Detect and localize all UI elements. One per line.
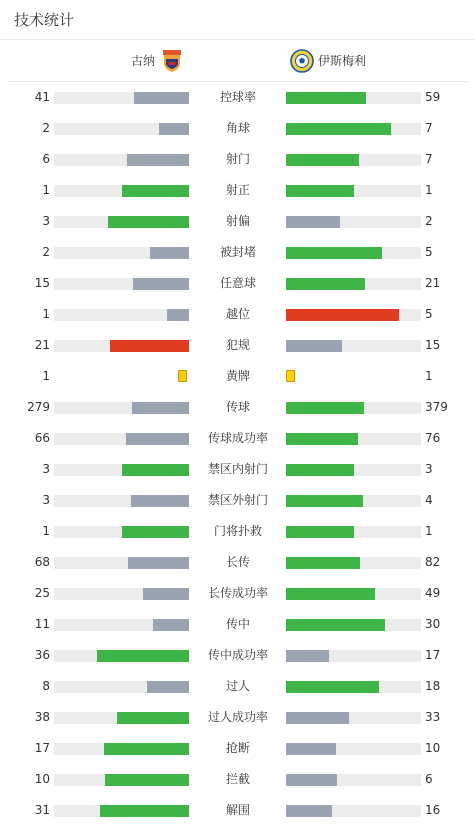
stat-row bbox=[0, 268, 475, 299]
home-team-name: 古纳 bbox=[130, 54, 155, 68]
away-stat-bar bbox=[286, 712, 421, 724]
away-stat-bar-fill bbox=[286, 185, 354, 197]
stat-row bbox=[0, 82, 475, 113]
away-stat-bar-fill bbox=[286, 650, 329, 662]
home-stat-bar bbox=[54, 247, 189, 259]
away-stat-value: 6 bbox=[425, 772, 433, 786]
home-stat-bar-fill bbox=[167, 309, 190, 321]
home-stat-bar bbox=[54, 557, 189, 569]
stat-row bbox=[0, 702, 475, 733]
home-stat-value: 38 bbox=[34, 710, 50, 724]
stat-row bbox=[0, 454, 475, 485]
stat-row bbox=[0, 144, 475, 175]
home-stat-bar bbox=[54, 185, 189, 197]
stat-row bbox=[0, 299, 475, 330]
home-stat-bar bbox=[54, 92, 189, 104]
stat-label: 射偏 bbox=[225, 214, 250, 228]
away-stat-bar bbox=[286, 650, 421, 662]
home-stat-bar bbox=[54, 712, 189, 724]
stat-label: 过人 bbox=[225, 679, 250, 693]
home-stat-value: 66 bbox=[34, 431, 50, 445]
away-stat-bar bbox=[286, 743, 421, 755]
home-stat-bar bbox=[54, 743, 189, 755]
stat-row bbox=[0, 330, 475, 361]
away-stat-bar-fill bbox=[286, 526, 354, 538]
home-stat-bar-fill bbox=[117, 712, 189, 724]
home-stat-bar bbox=[54, 309, 189, 321]
home-stat-value: 41 bbox=[34, 90, 50, 104]
stat-row bbox=[0, 485, 475, 516]
home-stat-bar bbox=[54, 433, 189, 445]
home-stat-bar-fill bbox=[122, 464, 190, 476]
home-stat-bar-fill bbox=[132, 402, 189, 414]
away-yellow-card-icon bbox=[286, 370, 295, 382]
home-stat-bar-fill bbox=[126, 433, 189, 445]
away-stat-bar bbox=[286, 154, 421, 166]
home-stat-bar bbox=[54, 402, 189, 414]
page-title: 技术统计 bbox=[14, 11, 75, 29]
away-stat-bar bbox=[286, 278, 421, 290]
away-stat-bar bbox=[286, 526, 421, 538]
stat-row bbox=[0, 547, 475, 578]
home-stat-value: 3 bbox=[42, 462, 50, 476]
stat-row bbox=[0, 361, 475, 392]
home-stat-bar bbox=[54, 216, 189, 228]
away-stat-bar-fill bbox=[286, 464, 354, 476]
away-stat-value: 1 bbox=[425, 369, 433, 383]
away-stat-bar-fill bbox=[286, 805, 332, 817]
stat-label: 禁区外射门 bbox=[207, 493, 268, 507]
away-stat-value: 4 bbox=[425, 493, 433, 507]
home-stat-bar-fill bbox=[127, 154, 189, 166]
stat-label: 犯规 bbox=[225, 338, 250, 352]
stat-row bbox=[0, 578, 475, 609]
home-stat-bar-fill bbox=[131, 495, 189, 507]
away-stat-value: 1 bbox=[425, 524, 433, 538]
gunners-crest-icon bbox=[163, 50, 181, 72]
stat-label: 长传 bbox=[225, 555, 250, 569]
away-stat-value: 30 bbox=[425, 617, 441, 631]
away-stat-value: 49 bbox=[425, 586, 441, 600]
stat-label: 黄牌 bbox=[225, 369, 250, 383]
stat-row bbox=[0, 671, 475, 702]
stat-row bbox=[0, 640, 475, 671]
home-stat-bar bbox=[54, 619, 189, 631]
stat-label: 射门 bbox=[225, 152, 250, 166]
home-stat-bar-fill bbox=[153, 619, 189, 631]
home-stat-bar-fill bbox=[122, 185, 190, 197]
away-stat-bar-fill bbox=[286, 278, 365, 290]
home-stat-value: 1 bbox=[42, 183, 50, 197]
away-stat-value: 10 bbox=[425, 741, 441, 755]
home-stat-value: 36 bbox=[34, 648, 50, 662]
away-stat-value: 2 bbox=[425, 214, 433, 228]
home-stat-bar-fill bbox=[105, 774, 189, 786]
home-stat-bar-fill bbox=[143, 588, 189, 600]
home-stat-value: 11 bbox=[34, 617, 50, 631]
away-stat-value: 33 bbox=[425, 710, 441, 724]
home-stat-bar bbox=[54, 805, 189, 817]
home-stat-bar bbox=[54, 650, 189, 662]
home-stat-value: 2 bbox=[42, 245, 50, 259]
home-stat-bar bbox=[54, 495, 189, 507]
home-stat-value: 17 bbox=[34, 741, 50, 755]
stat-label: 门将扑救 bbox=[213, 524, 262, 538]
away-team[interactable] bbox=[290, 40, 366, 81]
away-stat-bar-fill bbox=[286, 774, 337, 786]
away-stat-bar bbox=[286, 495, 421, 507]
home-yellow-card-icon bbox=[178, 370, 187, 382]
home-stat-value: 279 bbox=[27, 400, 50, 414]
home-stat-bar-fill bbox=[104, 743, 189, 755]
stat-row bbox=[0, 609, 475, 640]
home-stat-value: 8 bbox=[42, 679, 50, 693]
away-stat-value: 7 bbox=[425, 152, 433, 166]
stat-row bbox=[0, 764, 475, 795]
home-stat-bar bbox=[54, 681, 189, 693]
stat-label: 射正 bbox=[225, 183, 250, 197]
stat-label: 拦截 bbox=[225, 772, 250, 786]
stat-label: 任意球 bbox=[219, 276, 256, 290]
stat-label: 长传成功率 bbox=[207, 586, 268, 600]
away-stat-bar-fill bbox=[286, 681, 379, 693]
stat-label: 越位 bbox=[225, 307, 250, 321]
home-stat-value: 2 bbox=[42, 121, 50, 135]
home-stat-bar bbox=[54, 278, 189, 290]
away-stat-bar bbox=[286, 557, 421, 569]
away-stat-bar bbox=[286, 92, 421, 104]
away-stat-value: 59 bbox=[425, 90, 441, 104]
home-stat-bar-fill bbox=[108, 216, 189, 228]
home-stat-bar-fill bbox=[97, 650, 189, 662]
home-stat-bar bbox=[54, 154, 189, 166]
home-stat-bar-fill bbox=[150, 247, 189, 259]
stats-header bbox=[0, 0, 475, 40]
stat-label: 解围 bbox=[225, 803, 250, 817]
away-stat-bar bbox=[286, 464, 421, 476]
stat-label: 传球 bbox=[225, 400, 250, 414]
away-stat-bar-fill bbox=[286, 619, 385, 631]
home-stat-value: 31 bbox=[34, 803, 50, 817]
away-stat-bar bbox=[286, 185, 421, 197]
home-stat-bar-fill bbox=[133, 278, 189, 290]
home-stat-value: 1 bbox=[42, 307, 50, 321]
home-stat-value: 68 bbox=[34, 555, 50, 569]
away-stat-bar bbox=[286, 123, 421, 135]
away-stat-bar-fill bbox=[286, 402, 364, 414]
away-stat-value: 5 bbox=[425, 307, 433, 321]
away-stat-bar-fill bbox=[286, 588, 375, 600]
home-stat-value: 15 bbox=[34, 276, 50, 290]
home-stat-bar-fill bbox=[134, 92, 189, 104]
away-stat-bar-fill bbox=[286, 340, 342, 352]
away-stat-bar-fill bbox=[286, 712, 349, 724]
away-stat-value: 7 bbox=[425, 121, 433, 135]
away-stat-value: 1 bbox=[425, 183, 433, 197]
away-stat-bar bbox=[286, 340, 421, 352]
stat-label: 禁区内射门 bbox=[207, 462, 268, 476]
home-stat-bar bbox=[54, 464, 189, 476]
stat-label: 传球成功率 bbox=[207, 431, 268, 445]
away-stat-bar-fill bbox=[286, 433, 358, 445]
home-stat-bar bbox=[54, 123, 189, 135]
away-stat-value: 379 bbox=[425, 400, 448, 414]
away-stat-value: 15 bbox=[425, 338, 441, 352]
stat-label: 被封堵 bbox=[219, 245, 256, 259]
away-stat-bar bbox=[286, 588, 421, 600]
away-stat-bar-fill bbox=[286, 743, 336, 755]
away-stat-bar-fill bbox=[286, 495, 363, 507]
home-stat-value: 3 bbox=[42, 214, 50, 228]
home-stat-bar bbox=[54, 774, 189, 786]
home-stat-bar bbox=[54, 340, 189, 352]
away-stat-value: 5 bbox=[425, 245, 433, 259]
stat-label: 控球率 bbox=[219, 90, 256, 104]
away-stat-value: 82 bbox=[425, 555, 441, 569]
away-stat-bar-fill bbox=[286, 154, 359, 166]
away-stat-bar-fill bbox=[286, 557, 360, 569]
stat-label: 传中 bbox=[225, 617, 250, 631]
away-stat-bar-fill bbox=[286, 92, 366, 104]
home-stat-bar-fill bbox=[159, 123, 189, 135]
stat-row bbox=[0, 733, 475, 764]
home-stat-bar-fill bbox=[128, 557, 189, 569]
stat-row bbox=[0, 206, 475, 237]
away-stat-value: 76 bbox=[425, 431, 441, 445]
away-stat-bar-fill bbox=[286, 247, 382, 259]
away-stat-bar bbox=[286, 619, 421, 631]
away-stat-value: 16 bbox=[425, 803, 441, 817]
stat-row bbox=[0, 237, 475, 268]
stat-row bbox=[0, 392, 475, 423]
away-stat-bar-fill bbox=[286, 216, 340, 228]
stat-row bbox=[0, 795, 475, 826]
home-stat-value: 21 bbox=[34, 338, 50, 352]
away-stat-bar bbox=[286, 309, 421, 321]
away-stat-value: 17 bbox=[425, 648, 441, 662]
away-stat-bar bbox=[286, 774, 421, 786]
away-stat-value: 21 bbox=[425, 276, 441, 290]
stat-label: 过人成功率 bbox=[207, 710, 268, 724]
home-stat-value: 6 bbox=[42, 152, 50, 166]
home-stat-bar bbox=[54, 588, 189, 600]
home-stat-bar bbox=[54, 526, 189, 538]
away-stat-bar-fill bbox=[286, 123, 391, 135]
home-stat-bar-fill bbox=[110, 340, 189, 352]
home-stat-value: 10 bbox=[34, 772, 50, 786]
teams-row bbox=[8, 40, 467, 82]
away-stat-value: 3 bbox=[425, 462, 433, 476]
stat-row bbox=[0, 516, 475, 547]
home-stat-value: 25 bbox=[34, 586, 50, 600]
away-stat-bar bbox=[286, 681, 421, 693]
away-stat-bar bbox=[286, 433, 421, 445]
stat-row bbox=[0, 113, 475, 144]
away-stat-bar bbox=[286, 402, 421, 414]
away-stat-bar bbox=[286, 247, 421, 259]
stat-row bbox=[0, 423, 475, 454]
home-stat-value: 1 bbox=[42, 524, 50, 538]
home-stat-bar-fill bbox=[147, 681, 189, 693]
home-stat-bar-fill bbox=[100, 805, 189, 817]
away-stat-bar bbox=[286, 805, 421, 817]
away-team-name: 伊斯梅利 bbox=[318, 54, 367, 68]
home-stat-value: 3 bbox=[42, 493, 50, 507]
home-stat-bar-fill bbox=[122, 526, 190, 538]
stat-row bbox=[0, 175, 475, 206]
stat-label: 角球 bbox=[225, 121, 250, 135]
home-team[interactable] bbox=[131, 40, 181, 81]
away-stat-value: 18 bbox=[425, 679, 441, 693]
home-stat-value: 1 bbox=[42, 369, 50, 383]
stat-label: 抢断 bbox=[225, 741, 250, 755]
ismaily-crest-icon bbox=[290, 49, 314, 73]
stat-label: 传中成功率 bbox=[207, 648, 268, 662]
away-stat-bar-fill bbox=[286, 309, 399, 321]
away-stat-bar bbox=[286, 216, 421, 228]
stats-list bbox=[0, 82, 475, 826]
